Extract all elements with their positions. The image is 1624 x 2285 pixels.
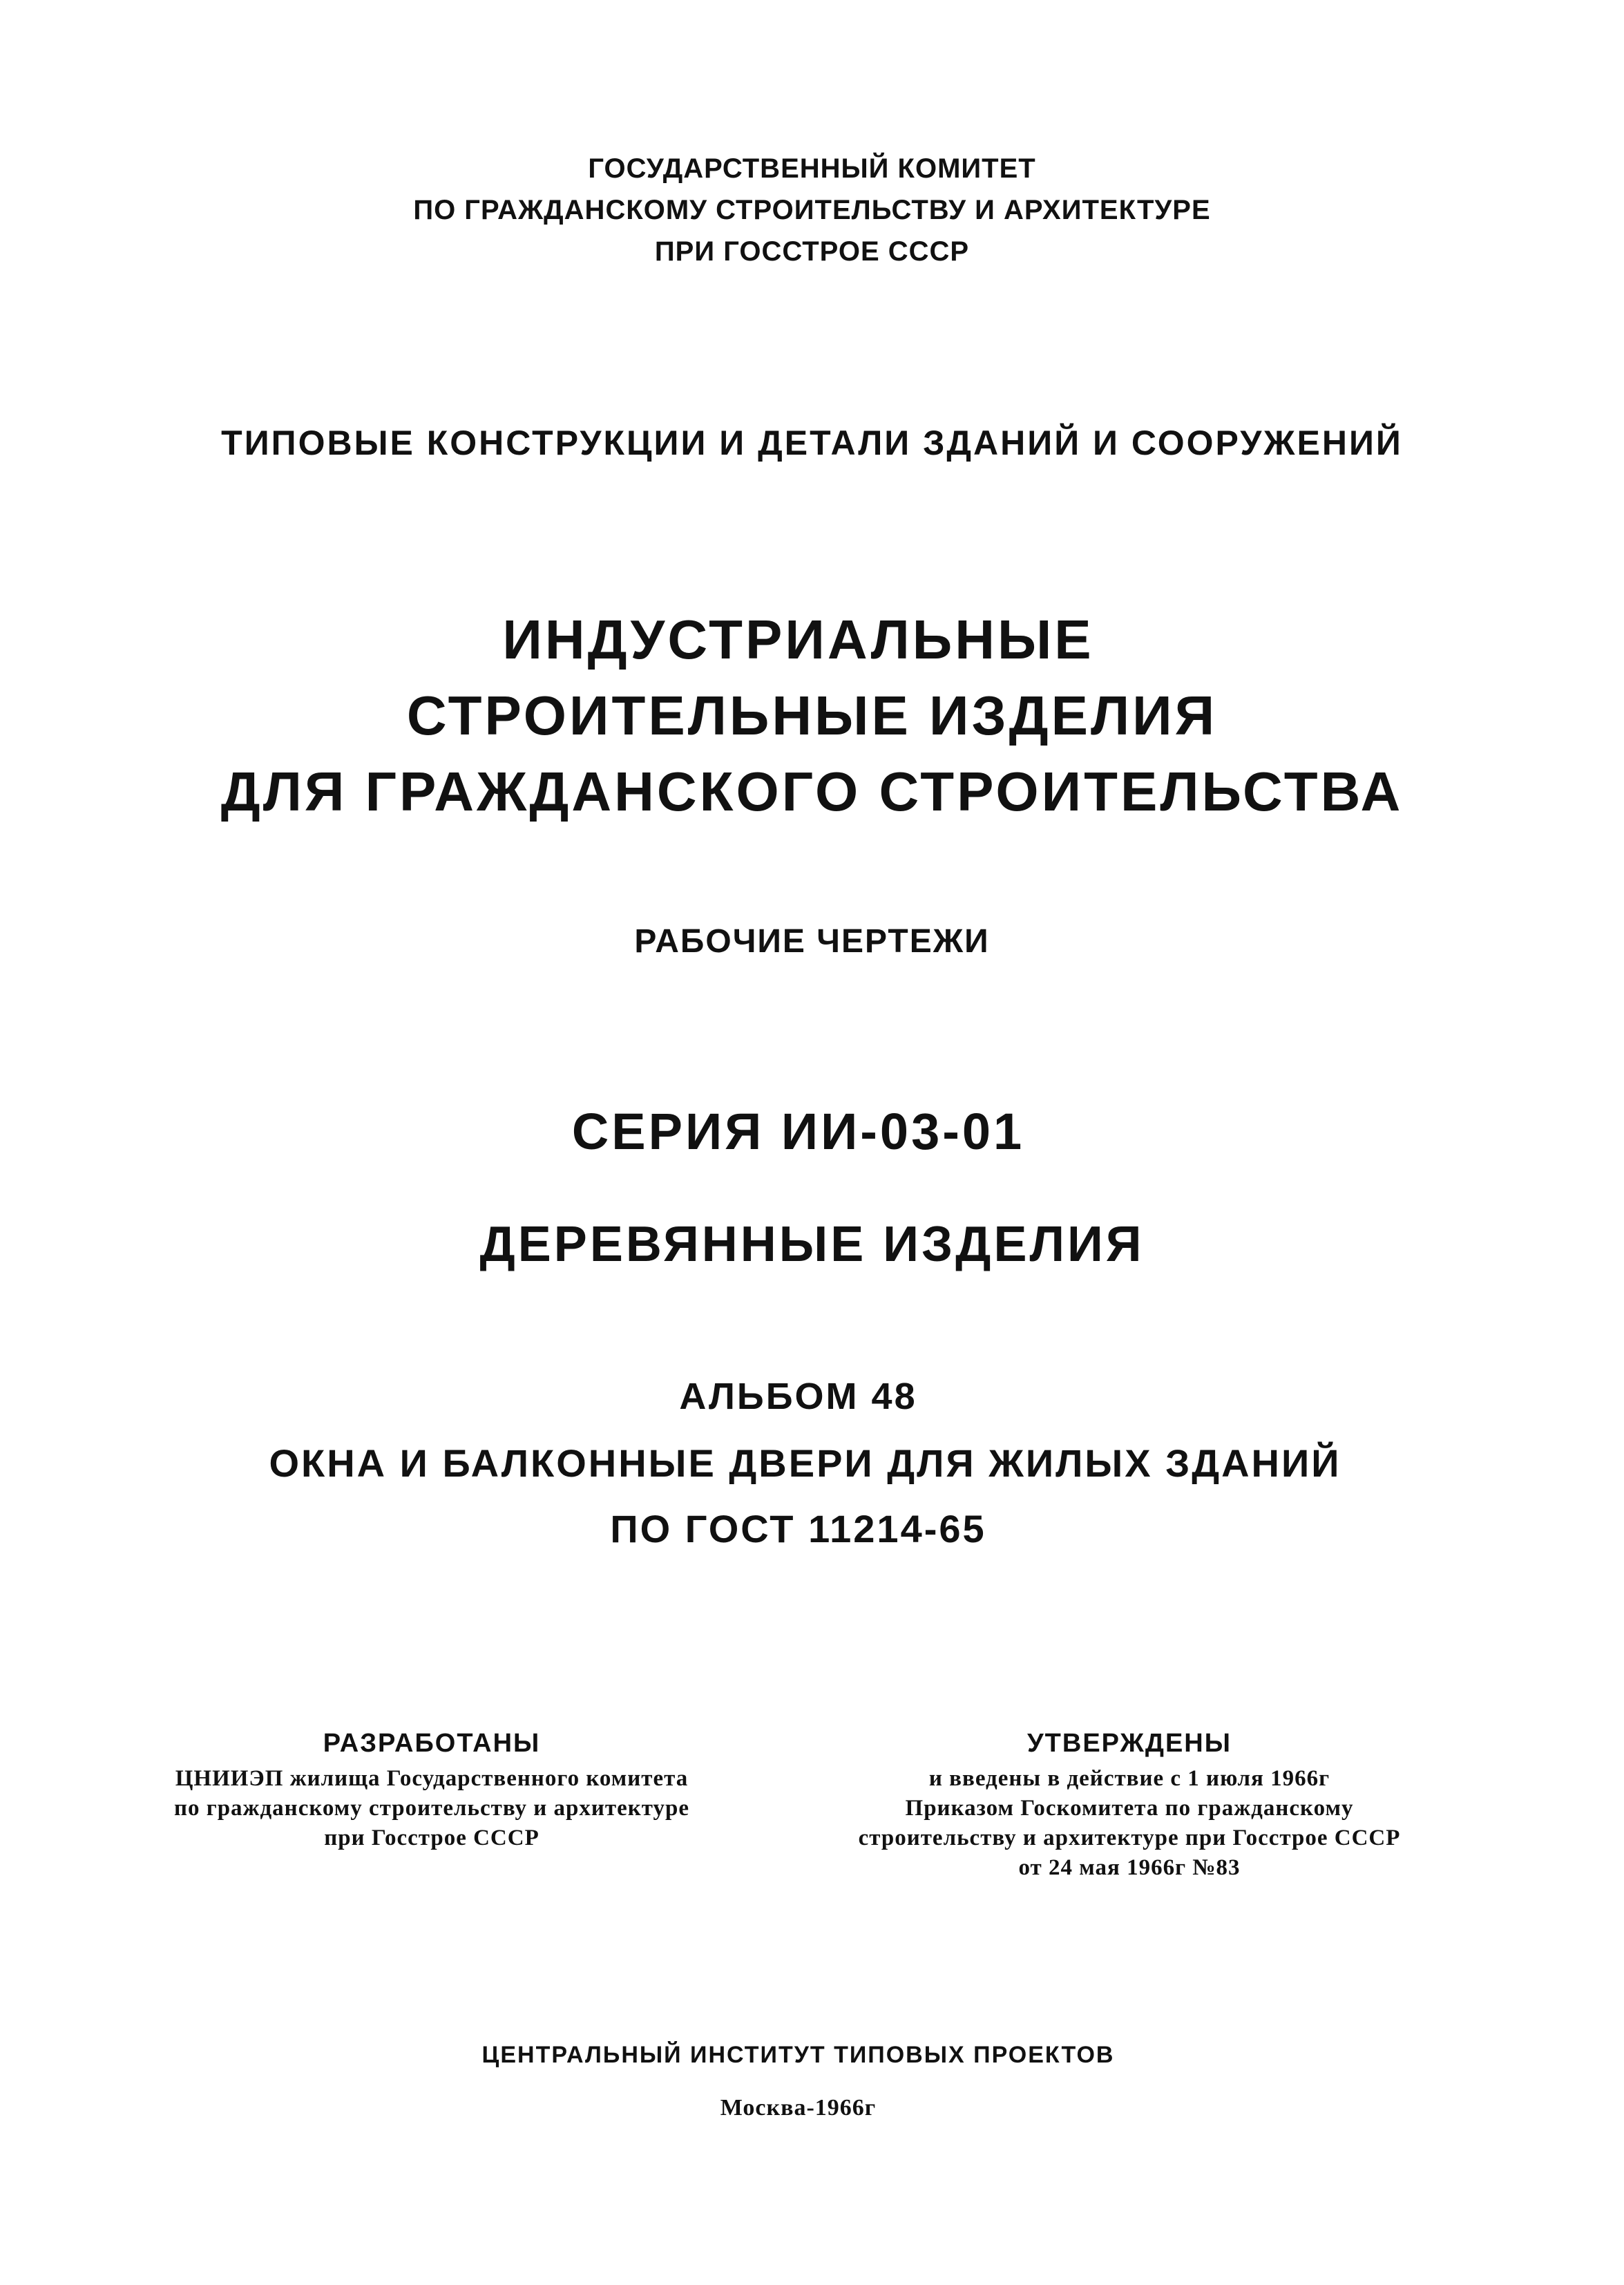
- album-subtitle-line-2: ПО ГОСТ 11214-65: [610, 1507, 986, 1551]
- product-title: ДЕРЕВЯННЫЕ ИЗДЕЛИЯ: [479, 1217, 1145, 1272]
- developed-block: [104, 1729, 760, 1853]
- title-line-2: СТРОИТЕЛЬНЫЕ ИЗДЕЛИЯ: [406, 685, 1218, 746]
- city-year: Москва-1966г: [720, 2095, 877, 2121]
- publisher: ЦЕНТРАЛЬНЫЙ ИНСТИТУТ ТИПОВЫХ ПРОЕКТОВ: [481, 2042, 1115, 2068]
- series-caption: ТИПОВЫЕ КОНСТРУКЦИИ И ДЕТАЛИ ЗДАНИЙ И СООРУЖЕНИЙ: [221, 424, 1403, 462]
- developed-line-1: ЦНИИЭП жилища Государственного комитета: [175, 1766, 689, 1791]
- approved-line-4: от 24 мая 1966г №83: [1018, 1855, 1241, 1880]
- approved-block: [787, 1729, 1471, 1883]
- album-subtitle-line-1: ОКНА И БАЛКОННЫЕ ДВЕРИ ДЛЯ ЖИЛЫХ ЗДАНИЙ: [269, 1441, 1341, 1485]
- series-number: СЕРИЯ ИИ-03-01: [571, 1103, 1025, 1160]
- developed-heading: РАЗРАБОТАНЫ: [323, 1729, 541, 1758]
- developed-line-2: по гражданскому строительству и архитектуре: [173, 1796, 690, 1821]
- title-line-1: ИНДУСТРИАЛЬНЫЕ: [502, 609, 1094, 670]
- approved-heading: УТВЕРЖДЕНЫ: [1027, 1729, 1232, 1758]
- committee-line-2: ПО ГРАЖДАНСКОМУ СТРОИТЕЛЬСТВУ И АРХИТЕКТУРЕ: [413, 195, 1211, 225]
- title-line-3: ДЛЯ ГРАЖДАНСКОГО СТРОИТЕЛЬСТВА: [220, 761, 1404, 822]
- developed-line-3: при Госстрое СССР: [324, 1826, 539, 1850]
- approved-line-2: Приказом Госкомитета по гражданскому: [905, 1796, 1354, 1821]
- working-drawings-label: РАБОЧИЕ ЧЕРТЕЖИ: [634, 923, 990, 960]
- album-label: АЛЬБОМ 48: [679, 1376, 917, 1417]
- committee-line-1: ГОСУДАРСТВЕННЫЙ КОМИТЕТ: [588, 153, 1036, 184]
- approved-line-1: и введены в действие с 1 июля 1966г: [928, 1766, 1330, 1791]
- approved-line-3: строительству и архитектуре при Госстрое СССР: [858, 1826, 1401, 1850]
- committee-line-3: ПРИ ГОССТРОЕ СССР: [654, 236, 970, 267]
